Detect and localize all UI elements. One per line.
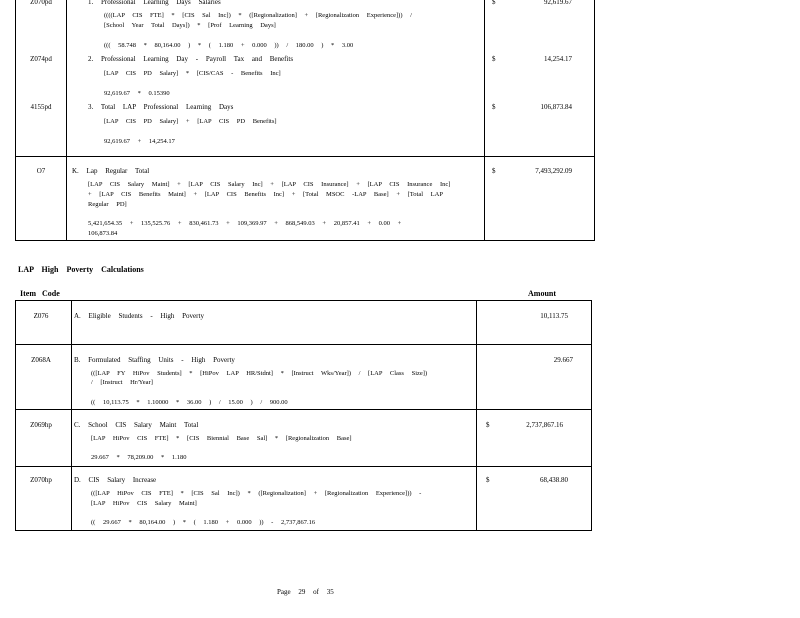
amount-value: 7,493,292.09 — [535, 167, 572, 175]
dollar-sign: $ — [486, 421, 490, 429]
formula-values: 106,873.84 — [88, 230, 118, 237]
item-code: Z070pd — [30, 0, 52, 6]
formula-values: (( 29.667 * 80,164.00 ) * ( 1.180 + 0.000 )) - 2,737,867.16 — [91, 519, 316, 526]
formula-line: ((((LAP CIS FTE] * [CIS Sal Inc]) * ([Regionalization] + [Regionalization Experience])) / — [104, 12, 412, 19]
table-border-left — [15, 0, 16, 240]
item-description: D. CIS Salary Increase — [74, 476, 157, 484]
formula-line: Regular PD] — [88, 201, 127, 208]
table-border-bottom — [15, 530, 592, 531]
dollar-sign: $ — [492, 103, 496, 111]
dollar-sign: $ — [492, 0, 496, 6]
item-code: O7 — [36, 167, 46, 175]
formula-values: 5,421,654.35 + 135,525.76 + 830,461.73 + 109,369.97 + 868,549.03 + 20,857.41 + 0.00 + — [88, 220, 402, 227]
item-code: Z070hp — [30, 476, 52, 484]
section-title: LAP High Poverty Calculations — [18, 265, 144, 274]
table-col-divider — [484, 0, 485, 240]
formula-values: ((( 58.748 * 80,164.00 ) * ( 1.180 + 0.000 )) / 180.00 ) * 3.00 — [104, 42, 354, 49]
item-code-header: Item Code — [20, 289, 60, 298]
table-col-divider — [66, 0, 67, 240]
amount-value: 29.667 — [553, 356, 573, 364]
table-col-divider — [476, 300, 477, 530]
formula-line: / [Instruct Hr/Year] — [91, 379, 153, 386]
amount-value: 10,113.75 — [540, 312, 568, 320]
item-description: B. Formulated Staffing Units - High Poverty — [74, 356, 235, 364]
formula-values: 92,619.67 + 14,254.17 — [104, 138, 175, 145]
item-code: 4155pd — [30, 103, 52, 111]
dollar-sign: $ — [486, 476, 490, 484]
amount-value: 106,873.84 — [540, 103, 572, 111]
table-row-divider — [15, 156, 595, 157]
formula-line: [LAP CIS Salary Maint] + [LAP CIS Salary Inc] + [LAP CIS Insurance] + [LAP CIS Insurance Inc] — [88, 181, 451, 188]
table-col-divider — [71, 300, 72, 530]
item-code: Z068A — [31, 356, 51, 364]
formula-line: (([LAP HiPov CIS FTE] * [CIS Sal Inc]) * ([Regionalization] + [Regionalization Experience])) - — [91, 490, 422, 497]
item-description: 1. Professional Learning Days Salaries — [88, 0, 221, 6]
amount-header: Amount — [528, 289, 557, 298]
amount-value: 68,438.80 — [540, 476, 568, 484]
formula-line: [School Year Total Days]) * [Prof Learning Days] — [104, 22, 276, 29]
table-row-divider — [15, 344, 592, 345]
item-description: C. School CIS Salary Maint Total — [74, 421, 199, 429]
amount-value: 2,737,867.16 — [526, 421, 563, 429]
item-code: Z074pd — [30, 55, 52, 63]
formula-values: 92,619.67 * 0.15390 — [104, 90, 170, 97]
formula-values: 29.667 * 78,209.00 * 1.180 — [91, 454, 187, 461]
amount-value: 14,254.17 — [544, 55, 572, 63]
formula-line: (([LAP FY HiPov Students] * [HiPov LAP HR/Stdnt] * [Instruct Wks/Year]) / [LAP Class Size]) — [91, 370, 428, 377]
table-row-divider — [15, 466, 592, 467]
formula-line: [LAP CIS PD Salary] * [CIS/CAS - Benefits Inc] — [104, 70, 281, 77]
table-border-right — [591, 300, 592, 530]
item-description: A. Eligible Students - High Poverty — [74, 312, 204, 320]
formula-values: (( 10,113.75 * 1.10000 * 36.00 ) / 15.00 ) / 900.00 — [91, 399, 288, 406]
item-code: Z069hp — [30, 421, 52, 429]
item-description: 3. Total LAP Professional Learning Days — [88, 103, 234, 111]
amount-value: 92,619.67 — [544, 0, 572, 6]
item-description: 2. Professional Learning Day - Payroll Tax and Benefits — [88, 55, 294, 63]
item-code: Z076 — [33, 312, 49, 320]
formula-line: [LAP HiPov CIS Salary Maint] — [91, 500, 197, 507]
formula-line: [LAP HiPov CIS FTE] * [CIS Biennial Base Sal] * [Regionalization Base] — [91, 435, 352, 442]
dollar-sign: $ — [492, 167, 496, 175]
formula-line: + [LAP CIS Benefits Maint] + [LAP CIS Benefits Inc] + [Total MSOC -LAP Base] + [Total LAP — [88, 191, 443, 198]
table-row-divider — [15, 409, 592, 410]
table-border-left — [15, 300, 16, 530]
page-number: Page 29 of 35 — [277, 588, 334, 596]
formula-line: [LAP CIS PD Salary] + [LAP CIS PD Benefits] — [104, 118, 277, 125]
table-border-bottom — [15, 240, 595, 241]
dollar-sign: $ — [492, 55, 496, 63]
item-description: K. Lap Regular Total — [72, 167, 150, 175]
table-border-top — [15, 300, 592, 301]
table-border-right — [594, 0, 595, 240]
